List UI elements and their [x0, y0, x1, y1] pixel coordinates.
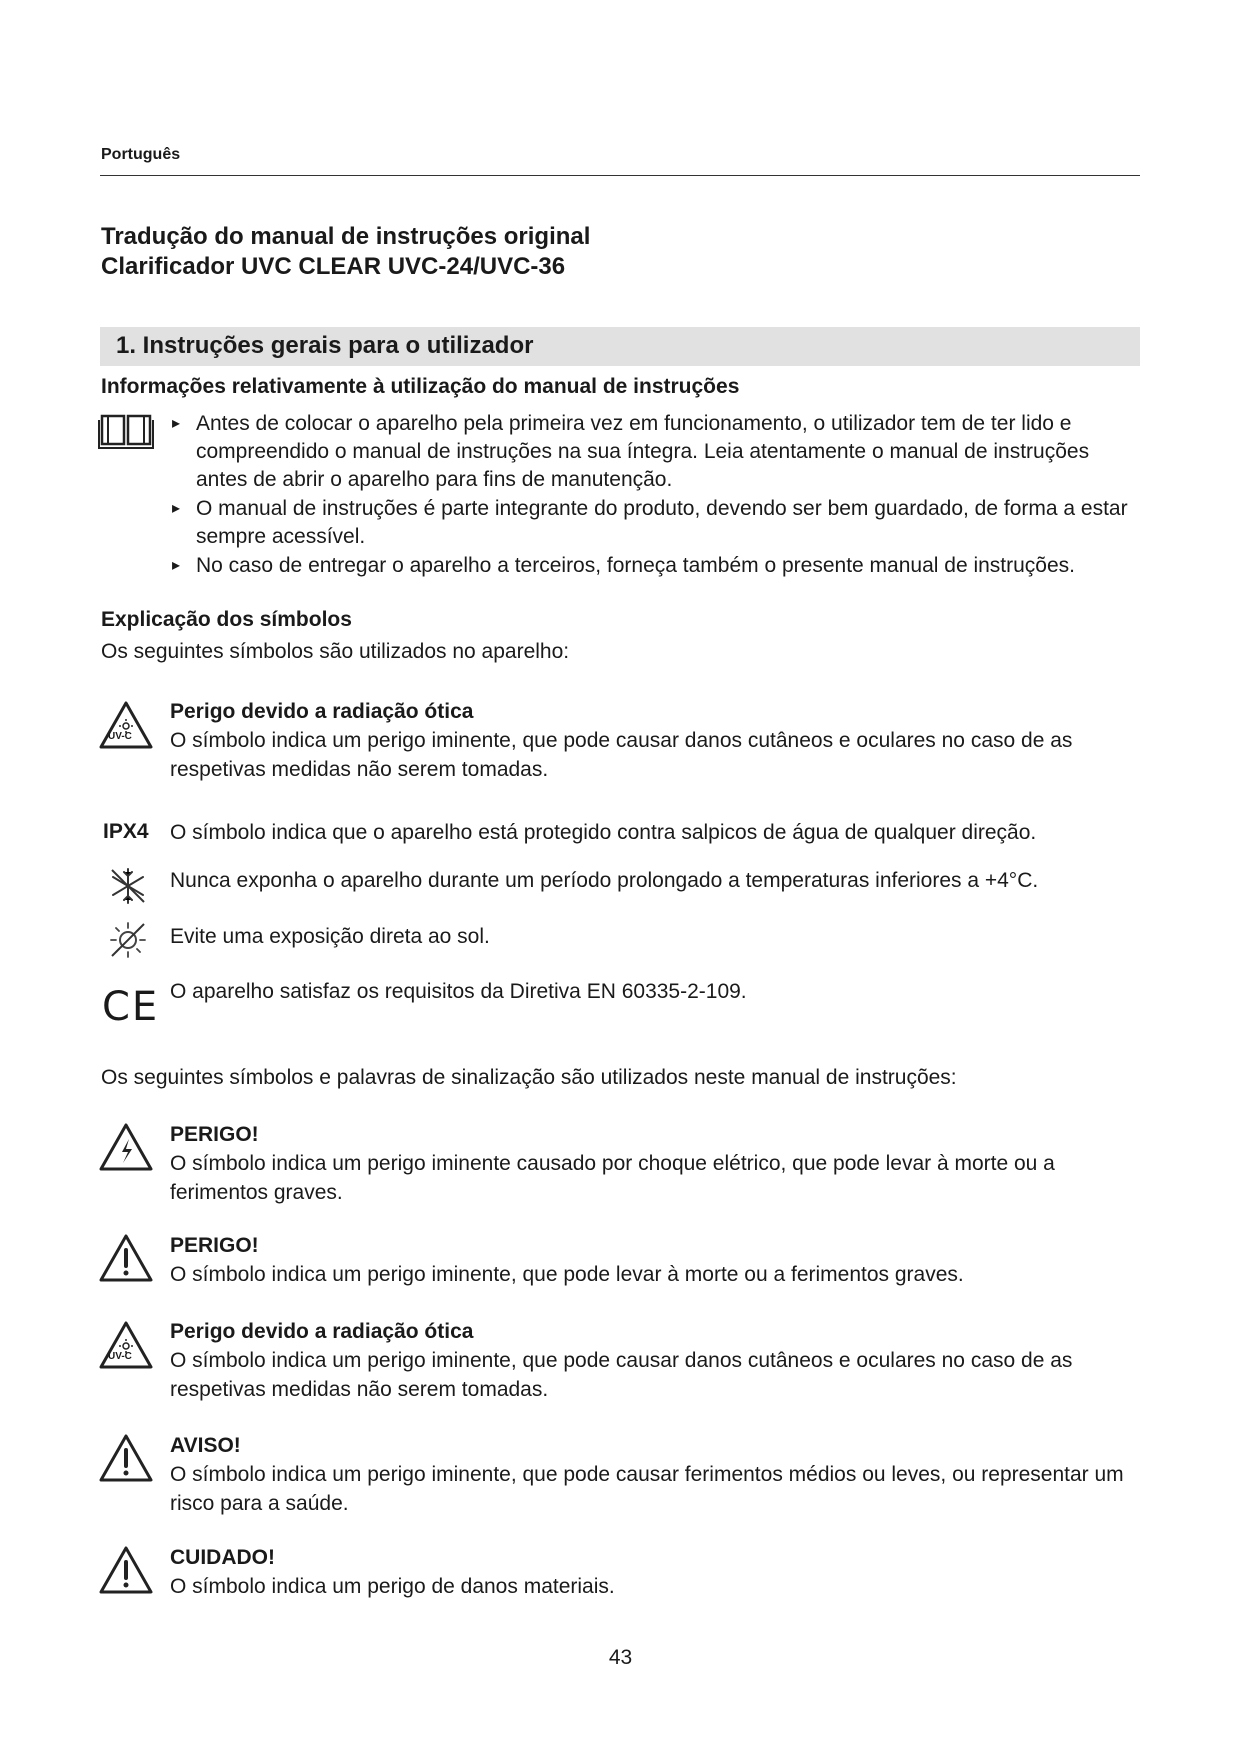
- ipx4-label: IPX4: [103, 820, 149, 843]
- snowflake-icon: [108, 866, 148, 906]
- document-title-line2: Clarificador UVC CLEAR UVC-24/UVC-36: [101, 253, 566, 280]
- symbol-description: O símbolo indica um perigo iminente, que pode causar danos cutâneos e oculares no caso de as respetivas medidas não serem tomadas.: [170, 1349, 1073, 1401]
- book-icon: [98, 410, 154, 452]
- symbol-entry: [170, 1231, 1145, 1289]
- warning-icon: [98, 1433, 154, 1483]
- symbol-title: CUIDADO!: [170, 1546, 275, 1569]
- list-item: ▸ O manual de instruções é parte integrante do produto, devendo ser bem guardado, de forma a estar sempre acessível.: [170, 495, 1145, 551]
- page-number: 43: [608, 1646, 633, 1669]
- symbol-entry: [170, 977, 1145, 1006]
- symbol-description: O símbolo indica um perigo iminente, que pode causar danos cutâneos e oculares no caso de as respetivas medidas não serem tomadas.: [170, 729, 1073, 781]
- symbol-title: Perigo devido a radiação ótica: [170, 700, 474, 723]
- symbols-subheading: Explicação dos símbolos: [101, 608, 352, 631]
- electric-hazard-icon: [98, 1122, 154, 1172]
- uvc-icon-label: UV-C: [108, 731, 132, 742]
- symbol-description: O símbolo indica um perigo iminente, que pode levar à morte ou a ferimentos graves.: [170, 1263, 964, 1286]
- symbol-description: O aparelho satisfaz os requisitos da Diretiva EN 60335-2-109.: [170, 980, 747, 1003]
- list-item: ▸ Antes de colocar o aparelho pela primeira vez em funcionamento, o utilizador tem de ter lido e compreendido o manual de instruções na sua íntegra. Leia atentamente o manual de instruções antes de abrir o aparelho para fins de manutenção.: [170, 410, 1145, 494]
- symbol-description: O símbolo indica um perigo iminente causado por choque elétrico, que pode levar à morte ou a ferimentos graves.: [170, 1152, 1055, 1204]
- symbol-entry: [170, 818, 1145, 847]
- symbol-entry: [170, 866, 1145, 895]
- document-title-line1: Tradução do manual de instruções original: [101, 223, 591, 250]
- symbol-entry: [170, 922, 1145, 951]
- uvc-icon-label: UV-C: [108, 1351, 132, 1362]
- symbol-description: O símbolo indica que o aparelho está protegido contra salpicos de água de qualquer direção.: [170, 821, 1037, 844]
- sun-icon: [108, 920, 148, 960]
- symbol-description: Evite uma exposição direta ao sol.: [170, 925, 490, 948]
- manual-info-subheading: Informações relativamente à utilização do manual de instruções: [101, 375, 740, 398]
- section-heading-bar: [100, 327, 1140, 366]
- symbol-title: Perigo devido a radiação ótica: [170, 1320, 474, 1343]
- symbol-title: PERIGO!: [170, 1234, 259, 1257]
- symbols-intro: Os seguintes símbolos são utilizados no aparelho:: [101, 640, 570, 663]
- symbol-entry: [170, 697, 1145, 784]
- header-language: Português: [101, 146, 181, 163]
- symbol-entry: [170, 1543, 1145, 1601]
- uvc-warning-icon: [98, 1320, 154, 1370]
- symbol-description: O símbolo indica um perigo iminente, que pode causar ferimentos médios ou leves, ou representar um risco para a saúde.: [170, 1463, 1124, 1515]
- warning-icon: [98, 1233, 154, 1283]
- symbol-title: AVISO!: [170, 1434, 241, 1457]
- uvc-warning-icon: [98, 700, 154, 750]
- ce-mark-icon: CE: [102, 984, 160, 1030]
- warning-icon: [98, 1545, 154, 1595]
- symbol-entry: [170, 1431, 1145, 1518]
- manual-info-bullets: [170, 410, 1145, 581]
- symbol-title: PERIGO!: [170, 1123, 259, 1146]
- section-heading: 1. Instruções gerais para o utilizador: [116, 332, 534, 359]
- header-divider: [100, 175, 1140, 176]
- symbol-description: O símbolo indica um perigo de danos materiais.: [170, 1575, 615, 1598]
- symbols-intro-manual: Os seguintes símbolos e palavras de sinalização são utilizados neste manual de instruções:: [101, 1066, 957, 1089]
- document-title: [101, 222, 590, 282]
- symbol-entry: [170, 1317, 1145, 1404]
- list-item: ▸ No caso de entregar o aparelho a terceiros, forneça também o presente manual de instruções.: [170, 552, 1145, 580]
- symbol-description: Nunca exponha o aparelho durante um período prolongado a temperaturas inferiores a +4°C.: [170, 869, 1039, 892]
- symbol-entry: [170, 1120, 1145, 1207]
